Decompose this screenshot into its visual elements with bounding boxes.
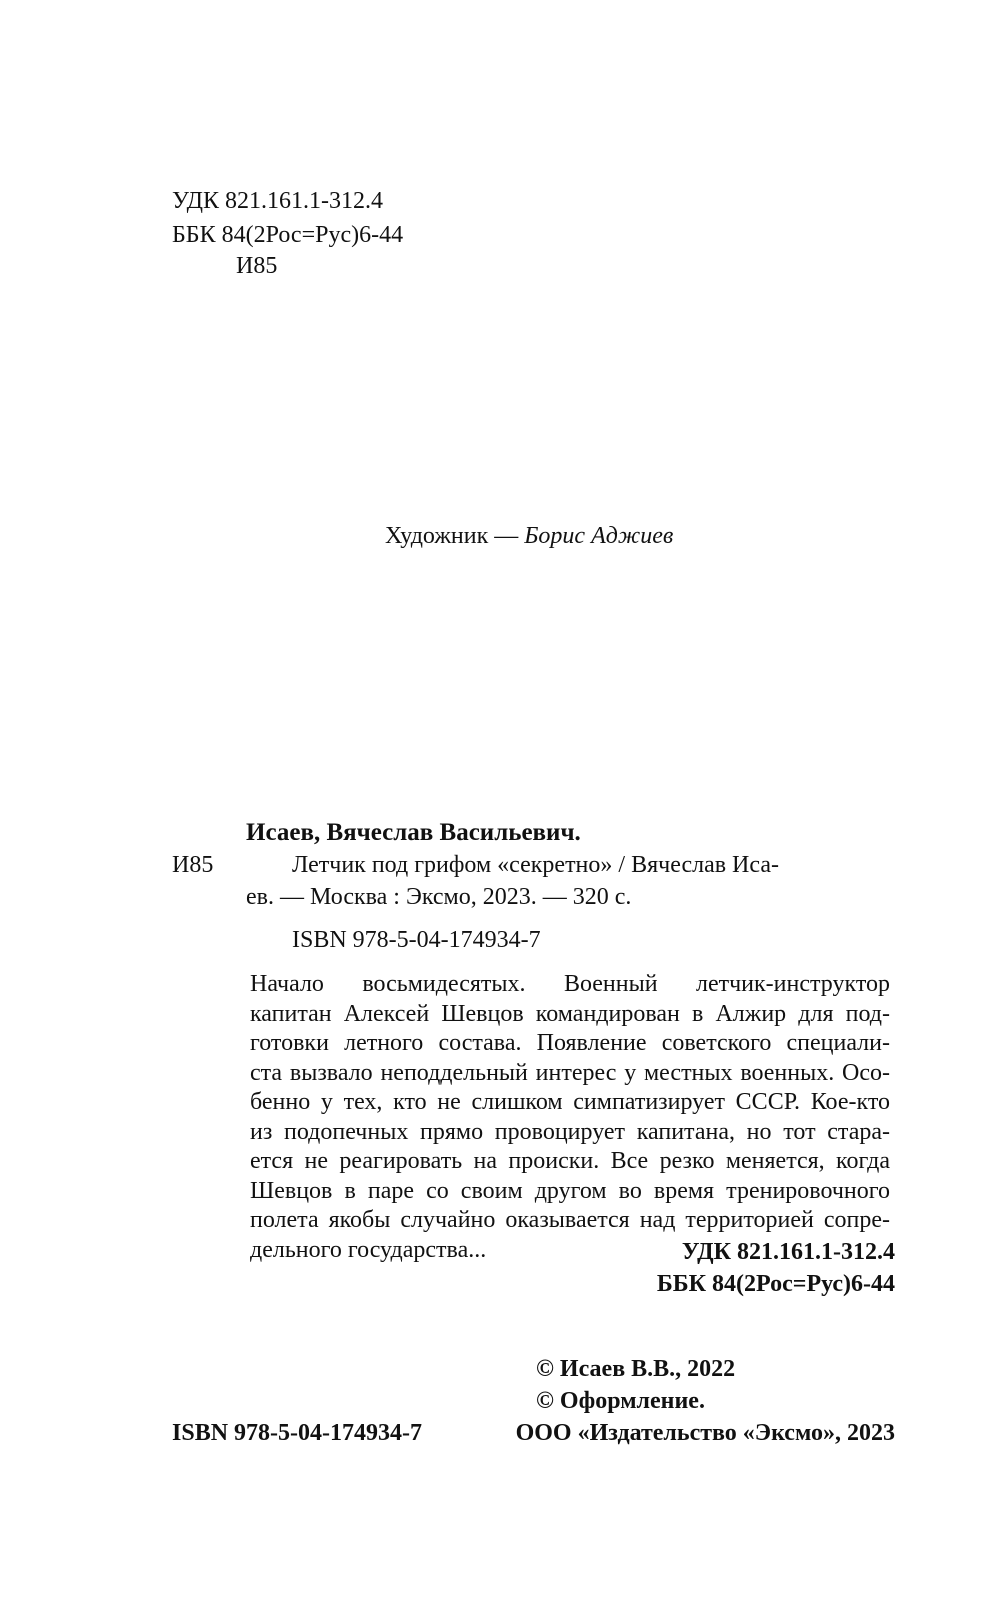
annotation-line: готовки летного состава. Появление советского специали-: [250, 1030, 890, 1056]
annotation-line: Шевцов в паре со своим другом во время тренировочного: [250, 1177, 890, 1204]
annotation-line: ется не реагировать на происки. Все резко меняется, когда: [250, 1148, 890, 1174]
annotation-line: капитан Алексей Шевцов командирован в Алжир для под-: [250, 1000, 890, 1027]
record-isbn: ISBN 978-5-04-174934-7: [292, 927, 541, 953]
artist-label: Художник —: [385, 523, 525, 549]
artist-credit: [385, 521, 673, 551]
copyright-publisher: ООО «Издательство «Эксмо», 2023: [515, 1420, 895, 1446]
copyright-design: © Оформление.: [536, 1388, 705, 1414]
annotation-line: дельного государства...: [250, 1236, 487, 1263]
record-title-line-2: ев. — Москва : Эксмо, 2023. — 320 с.: [246, 884, 632, 910]
header-bbk: ББК 84(2Рос=Рус)6-44: [172, 222, 404, 248]
annotation-line: полета якобы случайно оказывается над территорией сопре-: [250, 1207, 890, 1233]
record-title-line-1: Летчик под грифом «секретно» / Вячеслав Иса-: [292, 852, 779, 878]
annotation-line: бенно у тех, кто не слишком симпатизирует СССР. Кое-кто: [250, 1089, 890, 1115]
record-author: Исаев, Вячеслав Васильевич.: [246, 819, 581, 846]
annotation-line: ста вызвало неподдельный интерес у местных военных. Осо-: [250, 1059, 890, 1086]
bottom-udk: УДК 821.161.1-312.4: [681, 1239, 895, 1265]
annotation-paragraph: [250, 970, 890, 1265]
bottom-bbk: ББК 84(2Рос=Рус)6-44: [656, 1271, 895, 1297]
record-author-mark: И85: [172, 852, 214, 878]
annotation-line: Начало восьмидесятых. Военный летчик-инструктор: [250, 971, 890, 997]
header-author-mark: И85: [236, 253, 278, 279]
isbn-bottom: ISBN 978-5-04-174934-7: [172, 1420, 422, 1446]
artist-name: Борис Аджиев: [524, 523, 674, 549]
copyright-author: © Исаев В.В., 2022: [536, 1356, 736, 1382]
header-udk: УДК 821.161.1-312.4: [172, 188, 383, 214]
annotation-line: из подопечных прямо провоцирует капитана, но тот стара-: [250, 1118, 890, 1145]
